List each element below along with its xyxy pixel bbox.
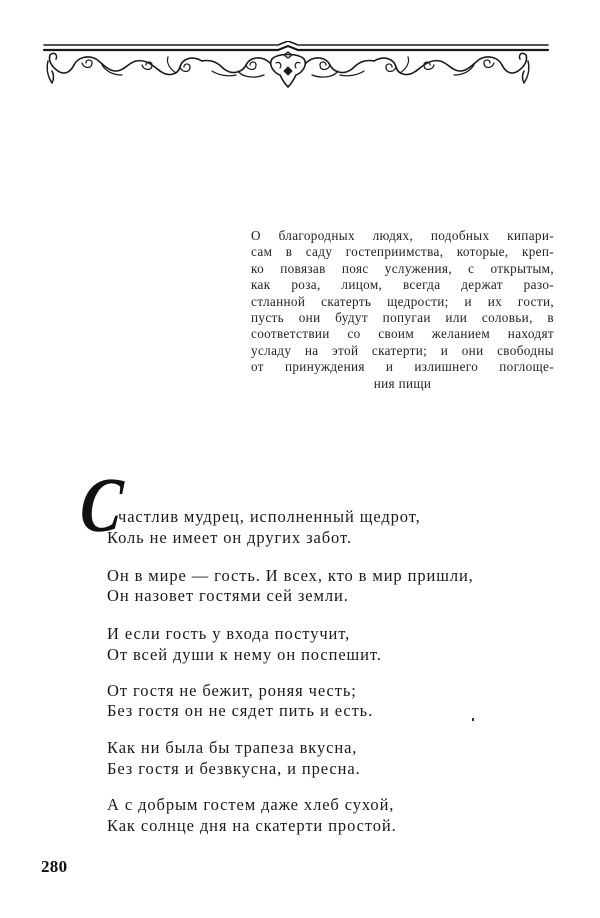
- poem-line: частлив мудрец, исполненный щедрот,: [118, 507, 421, 526]
- arabesque-ornament-icon: [42, 41, 550, 91]
- poem-line: А с добрым гостем даже хлеб сухой,: [107, 795, 395, 814]
- poem-line: И если гость у входа постучит,: [107, 624, 351, 643]
- epigraph-line: О благородных людях, подобных кипари-: [251, 228, 554, 243]
- poem-line: Коль не имеет он других забот.: [107, 528, 352, 547]
- poem-line: От всей души к нему он поспешит.: [107, 645, 382, 664]
- page-number: 280: [41, 857, 68, 876]
- epigraph-line: как роза, лицом, всегда держат разо-: [251, 277, 554, 293]
- epigraph-line: ко повязав пояс услужения, с открытым,: [251, 260, 554, 276]
- poem-line: Он назовет гостями сей земли.: [107, 586, 349, 605]
- print-speck: [472, 718, 474, 721]
- epigraph: [251, 228, 554, 392]
- epigraph-line: стланной скатерть щедрости; и их гости,: [251, 293, 554, 309]
- poem-line: Без гостя и безвкусна, и пресна.: [107, 759, 361, 778]
- epigraph-line: усладу на этой скатерти; и они свободны: [251, 342, 554, 358]
- poem-line: Как солнце дня на скатерти простой.: [107, 816, 397, 835]
- epigraph-line: сам в саду гостеприимства, которые, креп-: [251, 244, 554, 260]
- epigraph-line: пусть они будут попугаи или соловьи, в: [251, 309, 554, 325]
- poem-line: Он в мире — гость. И всех, кто в мир пришли,: [107, 566, 474, 585]
- poem-line: Как ни была бы трапеза вкусна,: [107, 738, 358, 757]
- drop-cap: С: [77, 461, 127, 548]
- poem-line: От гостя не бежит, роняя честь;: [107, 681, 357, 700]
- poem-line: Без гостя он не сядет пить и есть.: [107, 701, 374, 720]
- epigraph-line: соответствии со своим желанием находят: [251, 326, 554, 342]
- epigraph-line: от принуждения и излишнего поглоще-: [251, 359, 554, 375]
- epigraph-line: ния пищи: [373, 375, 432, 391]
